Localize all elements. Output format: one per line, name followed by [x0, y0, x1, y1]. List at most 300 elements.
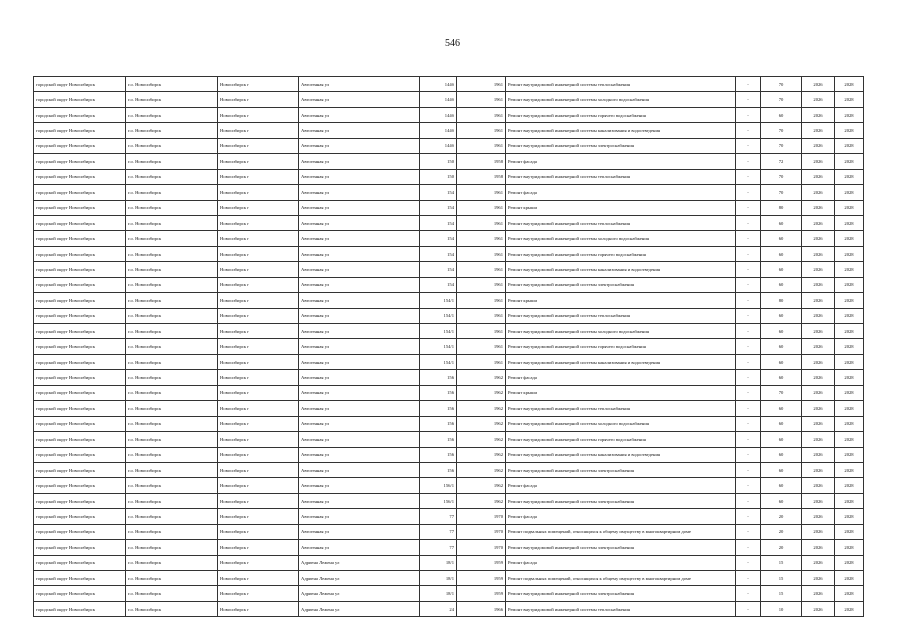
table-cell-district: г.о. Новосибирск: [126, 385, 218, 400]
table-cell-wear-percent: 60: [761, 416, 802, 431]
table-cell-house: 144б: [420, 107, 457, 122]
table-cell-year-built: 1962: [457, 370, 506, 385]
table-cell-district: г.о. Новосибирск: [126, 555, 218, 570]
table-cell-district: г.о. Новосибирск: [126, 123, 218, 138]
table-cell-locality: Новосибирск г: [218, 586, 299, 601]
table-cell-work-type: Ремонт внутридомовой инженерной системы электроснабжения: [506, 493, 736, 508]
table-cell-work-type: Ремонт внутридомовой инженерной системы теплоснабжения: [506, 215, 736, 230]
table-cell-house: 156: [420, 462, 457, 477]
table-cell-house: 156: [420, 447, 457, 462]
table-cell-street: Автогенная ул: [299, 215, 420, 230]
table-cell-plan-end: 2028: [835, 277, 864, 292]
table-cell-district: г.о. Новосибирск: [126, 416, 218, 431]
table-cell-locality: Новосибирск г: [218, 462, 299, 477]
table-row: [34, 462, 864, 477]
table-cell-locality: Новосибирск г: [218, 385, 299, 400]
table-row: [34, 262, 864, 277]
table-cell-house: 154: [420, 277, 457, 292]
table-cell-house: 77: [420, 540, 457, 555]
table-cell-cost: -: [736, 416, 761, 431]
table-cell-locality: Новосибирск г: [218, 293, 299, 308]
table-cell-street: Автогенная ул: [299, 138, 420, 153]
table-cell-cost: -: [736, 339, 761, 354]
table-cell-locality: Новосибирск г: [218, 601, 299, 616]
table-cell-year-built: 1961: [457, 231, 506, 246]
table-cell-plan-end: 2028: [835, 262, 864, 277]
table-cell-work-type: Ремонт подвальных помещений, относящихся к общему имуществу в многоквартирном доме: [506, 524, 736, 539]
table-cell-locality: Новосибирск г: [218, 354, 299, 369]
table-cell-municipality: городской округ Новосибирск: [34, 385, 126, 400]
table-row: [34, 555, 864, 570]
table-row: [34, 509, 864, 524]
table-cell-work-type: Ремонт внутридомовой инженерной системы теплоснабжения: [506, 169, 736, 184]
table-row: [34, 447, 864, 462]
table-cell-plan-start: 2026: [802, 601, 835, 616]
table-cell-house: 144б: [420, 138, 457, 153]
table-cell-street: Автогенная ул: [299, 92, 420, 107]
table-cell-street: Автогенная ул: [299, 447, 420, 462]
table-cell-street: Автогенная ул: [299, 77, 420, 92]
table-cell-wear-percent: 60: [761, 246, 802, 261]
table-cell-locality: Новосибирск г: [218, 324, 299, 339]
table-cell-year-built: 1970: [457, 524, 506, 539]
table-cell-cost: -: [736, 107, 761, 122]
table-cell-plan-start: 2026: [802, 324, 835, 339]
table-cell-locality: Новосибирск г: [218, 215, 299, 230]
table-row: [34, 308, 864, 323]
table-cell-house: 154: [420, 246, 457, 261]
table-row: [34, 231, 864, 246]
table-cell-plan-end: 2028: [835, 200, 864, 215]
table-cell-year-built: 1961: [457, 277, 506, 292]
table-cell-house: 156/1: [420, 478, 457, 493]
table-cell-cost: -: [736, 262, 761, 277]
table-cell-year-built: 1962: [457, 462, 506, 477]
table-cell-year-built: 1962: [457, 401, 506, 416]
table-cell-work-type: Ремонт фасада: [506, 154, 736, 169]
table-row: [34, 339, 864, 354]
table-cell-municipality: городской округ Новосибирск: [34, 493, 126, 508]
table-cell-plan-end: 2028: [835, 478, 864, 493]
table-cell-house: 150: [420, 154, 457, 169]
table-cell-year-built: 1966: [457, 601, 506, 616]
table-cell-locality: Новосибирск г: [218, 555, 299, 570]
table-row: [34, 77, 864, 92]
table-cell-wear-percent: 60: [761, 462, 802, 477]
table-cell-work-type: Ремонт крыши: [506, 385, 736, 400]
table-cell-wear-percent: 70: [761, 185, 802, 200]
table-cell-locality: Новосибирск г: [218, 571, 299, 586]
table-cell-wear-percent: 60: [761, 231, 802, 246]
table-cell-year-built: 1961: [457, 324, 506, 339]
table-cell-district: г.о. Новосибирск: [126, 493, 218, 508]
table-cell-house: 156: [420, 432, 457, 447]
table-cell-work-type: Ремонт крыши: [506, 293, 736, 308]
table-cell-house: 154: [420, 262, 457, 277]
table-cell-district: г.о. Новосибирск: [126, 262, 218, 277]
table-cell-house: 77: [420, 524, 457, 539]
table-cell-plan-end: 2028: [835, 77, 864, 92]
table-cell-house: 154/1: [420, 339, 457, 354]
table-cell-municipality: городской округ Новосибирск: [34, 107, 126, 122]
table-cell-wear-percent: 70: [761, 169, 802, 184]
table-row: [34, 215, 864, 230]
table-cell-wear-percent: 72: [761, 154, 802, 169]
table-cell-work-type: Ремонт внутридомовой инженерной системы канализования и водоотведения: [506, 447, 736, 462]
table-cell-plan-start: 2026: [802, 493, 835, 508]
table-cell-locality: Новосибирск г: [218, 509, 299, 524]
table-cell-cost: -: [736, 524, 761, 539]
table-cell-district: г.о. Новосибирск: [126, 401, 218, 416]
table-cell-locality: Новосибирск г: [218, 370, 299, 385]
table-cell-district: г.о. Новосибирск: [126, 246, 218, 261]
table-cell-municipality: городской округ Новосибирск: [34, 339, 126, 354]
table-cell-district: г.о. Новосибирск: [126, 231, 218, 246]
table-cell-wear-percent: 20: [761, 509, 802, 524]
table-cell-municipality: городской округ Новосибирск: [34, 586, 126, 601]
table-row: [34, 354, 864, 369]
table-cell-municipality: городской округ Новосибирск: [34, 262, 126, 277]
table-cell-street: Автогенная ул: [299, 478, 420, 493]
table-cell-wear-percent: 60: [761, 324, 802, 339]
table-cell-wear-percent: 70: [761, 385, 802, 400]
table-cell-cost: -: [736, 571, 761, 586]
table-cell-locality: Новосибирск г: [218, 200, 299, 215]
table-cell-municipality: городской округ Новосибирск: [34, 231, 126, 246]
table-cell-plan-start: 2026: [802, 154, 835, 169]
table-cell-work-type: Ремонт внутридомовой инженерной системы теплоснабжения: [506, 601, 736, 616]
table-cell-plan-end: 2028: [835, 293, 864, 308]
table-cell-work-type: Ремонт внутридомовой инженерной системы электроснабжения: [506, 277, 736, 292]
table-cell-work-type: Ремонт крыши: [506, 200, 736, 215]
table-cell-cost: -: [736, 308, 761, 323]
table-cell-plan-end: 2028: [835, 339, 864, 354]
table-cell-district: г.о. Новосибирск: [126, 524, 218, 539]
table-cell-municipality: городской округ Новосибирск: [34, 540, 126, 555]
table-cell-plan-end: 2028: [835, 231, 864, 246]
table-cell-district: г.о. Новосибирск: [126, 370, 218, 385]
table-cell-plan-start: 2026: [802, 215, 835, 230]
table-cell-year-built: 1959: [457, 555, 506, 570]
table-cell-plan-end: 2028: [835, 509, 864, 524]
table-cell-locality: Новосибирск г: [218, 123, 299, 138]
page-number: 546: [445, 38, 460, 49]
table-cell-wear-percent: 10: [761, 601, 802, 616]
table-cell-wear-percent: 60: [761, 277, 802, 292]
table-cell-municipality: городской округ Новосибирск: [34, 169, 126, 184]
table-row: [34, 277, 864, 292]
table-cell-locality: Новосибирск г: [218, 185, 299, 200]
table-cell-municipality: городской округ Новосибирск: [34, 555, 126, 570]
table-cell-locality: Новосибирск г: [218, 493, 299, 508]
table-cell-plan-end: 2028: [835, 586, 864, 601]
table-cell-locality: Новосибирск г: [218, 277, 299, 292]
table-cell-cost: -: [736, 478, 761, 493]
data-table: [33, 76, 864, 617]
table-cell-street: Автогенная ул: [299, 123, 420, 138]
table-cell-house: 150: [420, 169, 457, 184]
table-cell-year-built: 1961: [457, 77, 506, 92]
table-cell-plan-end: 2028: [835, 601, 864, 616]
table-cell-plan-end: 2028: [835, 169, 864, 184]
table-cell-locality: Новосибирск г: [218, 92, 299, 107]
table-cell-house: 156: [420, 416, 457, 431]
table-cell-wear-percent: 20: [761, 524, 802, 539]
table-row: [34, 246, 864, 261]
table-cell-street: Автогенная ул: [299, 200, 420, 215]
table-cell-house: 156: [420, 385, 457, 400]
table-cell-house: 154: [420, 215, 457, 230]
table-cell-year-built: 1961: [457, 215, 506, 230]
table-cell-year-built: 1961: [457, 200, 506, 215]
table-cell-district: г.о. Новосибирск: [126, 277, 218, 292]
table-cell-wear-percent: 70: [761, 138, 802, 153]
table-cell-year-built: 1959: [457, 571, 506, 586]
table-row: [34, 571, 864, 586]
table-cell-work-type: Ремонт внутридомовой инженерной системы горячего водоснабжения: [506, 339, 736, 354]
table-cell-district: г.о. Новосибирск: [126, 509, 218, 524]
table-row: [34, 370, 864, 385]
table-cell-locality: Новосибирск г: [218, 524, 299, 539]
table-cell-work-type: Ремонт внутридомовой инженерной системы теплоснабжения: [506, 77, 736, 92]
table-cell-wear-percent: 15: [761, 555, 802, 570]
table-row: [34, 138, 864, 153]
table-cell-street: Автогенная ул: [299, 308, 420, 323]
table-cell-cost: -: [736, 169, 761, 184]
table-cell-street: Автогенная ул: [299, 493, 420, 508]
table-cell-street: Автогенная ул: [299, 324, 420, 339]
table-cell-district: г.о. Новосибирск: [126, 138, 218, 153]
table-cell-street: Автогенная ул: [299, 154, 420, 169]
table-cell-wear-percent: 60: [761, 354, 802, 369]
table-cell-plan-start: 2026: [802, 262, 835, 277]
table-cell-year-built: 1961: [457, 354, 506, 369]
table-cell-street: Автогенная ул: [299, 246, 420, 261]
table-row: [34, 92, 864, 107]
table-cell-district: г.о. Новосибирск: [126, 200, 218, 215]
table-cell-cost: -: [736, 185, 761, 200]
table-cell-plan-end: 2028: [835, 107, 864, 122]
table-row: [34, 107, 864, 122]
table-cell-street: Адриена Лежена ул: [299, 555, 420, 570]
table-cell-locality: Новосибирск г: [218, 246, 299, 261]
table-row: [34, 200, 864, 215]
table-cell-district: г.о. Новосибирск: [126, 154, 218, 169]
table-cell-plan-start: 2026: [802, 571, 835, 586]
table-cell-plan-start: 2026: [802, 308, 835, 323]
table-cell-wear-percent: 80: [761, 293, 802, 308]
table-cell-street: Автогенная ул: [299, 432, 420, 447]
table-cell-street: Автогенная ул: [299, 293, 420, 308]
table-cell-locality: Новосибирск г: [218, 447, 299, 462]
table-cell-street: Автогенная ул: [299, 385, 420, 400]
table-cell-district: г.о. Новосибирск: [126, 601, 218, 616]
table-cell-wear-percent: 15: [761, 571, 802, 586]
table-row: [34, 540, 864, 555]
table-row: [34, 601, 864, 616]
table-body: [34, 77, 864, 617]
table-cell-municipality: городской округ Новосибирск: [34, 401, 126, 416]
table-cell-district: г.о. Новосибирск: [126, 571, 218, 586]
table-cell-house: 18/1: [420, 571, 457, 586]
table-cell-plan-start: 2026: [802, 540, 835, 555]
table-cell-street: Автогенная ул: [299, 509, 420, 524]
table-row: [34, 524, 864, 539]
table-cell-plan-end: 2028: [835, 354, 864, 369]
table-cell-cost: -: [736, 432, 761, 447]
table-cell-year-built: 1961: [457, 107, 506, 122]
table-cell-cost: -: [736, 540, 761, 555]
table-row: [34, 169, 864, 184]
table-cell-plan-end: 2028: [835, 555, 864, 570]
table-cell-plan-start: 2026: [802, 92, 835, 107]
table-cell-cost: -: [736, 493, 761, 508]
table-cell-work-type: Ремонт фасада: [506, 509, 736, 524]
table-cell-cost: -: [736, 354, 761, 369]
table-cell-house: 18/1: [420, 586, 457, 601]
table-cell-plan-end: 2028: [835, 154, 864, 169]
table-cell-wear-percent: 80: [761, 200, 802, 215]
table-cell-year-built: 1962: [457, 432, 506, 447]
table-cell-district: г.о. Новосибирск: [126, 92, 218, 107]
table-cell-street: Автогенная ул: [299, 370, 420, 385]
table-cell-cost: -: [736, 462, 761, 477]
table-cell-municipality: городской округ Новосибирск: [34, 432, 126, 447]
table-cell-municipality: городской округ Новосибирск: [34, 185, 126, 200]
table-cell-plan-end: 2028: [835, 324, 864, 339]
table-cell-street: Автогенная ул: [299, 185, 420, 200]
table-cell-cost: -: [736, 77, 761, 92]
table-cell-municipality: городской округ Новосибирск: [34, 200, 126, 215]
table-cell-district: г.о. Новосибирск: [126, 432, 218, 447]
table-cell-work-type: Ремонт фасада: [506, 478, 736, 493]
table-cell-cost: -: [736, 215, 761, 230]
table-cell-municipality: городской округ Новосибирск: [34, 215, 126, 230]
table-cell-house: 144б: [420, 77, 457, 92]
table-cell-work-type: Ремонт внутридомовой инженерной системы холодного водоснабжения: [506, 416, 736, 431]
table-cell-year-built: 1961: [457, 246, 506, 261]
table-cell-wear-percent: 15: [761, 586, 802, 601]
table-cell-plan-start: 2026: [802, 447, 835, 462]
table-cell-year-built: 1961: [457, 262, 506, 277]
table-cell-municipality: городской округ Новосибирск: [34, 293, 126, 308]
table-cell-plan-start: 2026: [802, 138, 835, 153]
table-cell-plan-end: 2028: [835, 185, 864, 200]
table-row: [34, 123, 864, 138]
table-cell-plan-start: 2026: [802, 416, 835, 431]
table-cell-wear-percent: 60: [761, 308, 802, 323]
table-cell-municipality: городской округ Новосибирск: [34, 370, 126, 385]
table-cell-locality: Новосибирск г: [218, 107, 299, 122]
table-cell-wear-percent: 60: [761, 447, 802, 462]
table-cell-work-type: Ремонт внутридомовой инженерной системы канализования и водоотведения: [506, 262, 736, 277]
table-cell-municipality: городской округ Новосибирск: [34, 154, 126, 169]
table-cell-wear-percent: 20: [761, 540, 802, 555]
table-cell-municipality: городской округ Новосибирск: [34, 601, 126, 616]
table-cell-cost: -: [736, 293, 761, 308]
table-cell-work-type: Ремонт внутридомовой инженерной системы холодного водоснабжения: [506, 324, 736, 339]
table-cell-plan-start: 2026: [802, 354, 835, 369]
table-cell-plan-start: 2026: [802, 524, 835, 539]
table-cell-plan-start: 2026: [802, 185, 835, 200]
table-cell-street: Автогенная ул: [299, 462, 420, 477]
table-cell-locality: Новосибирск г: [218, 432, 299, 447]
table-cell-wear-percent: 60: [761, 107, 802, 122]
table-cell-year-built: 1961: [457, 293, 506, 308]
table-cell-municipality: городской округ Новосибирск: [34, 571, 126, 586]
table-cell-street: Адриена Лежена ул: [299, 571, 420, 586]
table-cell-work-type: Ремонт подвальных помещений, относящихся к общему имуществу в многоквартирном доме: [506, 571, 736, 586]
table-row: [34, 432, 864, 447]
table-row: [34, 478, 864, 493]
table-cell-street: Автогенная ул: [299, 277, 420, 292]
table-cell-plan-end: 2028: [835, 571, 864, 586]
table-cell-year-built: 1970: [457, 509, 506, 524]
table-cell-district: г.о. Новосибирск: [126, 169, 218, 184]
table-cell-work-type: Ремонт внутридомовой инженерной системы горячего водоснабжения: [506, 432, 736, 447]
table-cell-district: г.о. Новосибирск: [126, 107, 218, 122]
table-cell-house: 154/1: [420, 293, 457, 308]
table-cell-work-type: Ремонт внутридомовой инженерной системы электроснабжения: [506, 540, 736, 555]
table-cell-house: 154/1: [420, 354, 457, 369]
table-cell-work-type: Ремонт внутридомовой инженерной системы электроснабжения: [506, 586, 736, 601]
table-cell-cost: -: [736, 586, 761, 601]
table-cell-locality: Новосибирск г: [218, 154, 299, 169]
table-cell-work-type: Ремонт внутридомовой инженерной системы горячего водоснабжения: [506, 107, 736, 122]
table-cell-plan-start: 2026: [802, 246, 835, 261]
table-cell-locality: Новосибирск г: [218, 231, 299, 246]
table-cell-work-type: Ремонт внутридомовой инженерной системы горячего водоснабжения: [506, 246, 736, 261]
table-cell-municipality: городской округ Новосибирск: [34, 524, 126, 539]
table-cell-plan-start: 2026: [802, 277, 835, 292]
table-cell-plan-start: 2026: [802, 462, 835, 477]
table-cell-house: 154: [420, 200, 457, 215]
table-cell-wear-percent: 60: [761, 339, 802, 354]
table-cell-locality: Новосибирск г: [218, 478, 299, 493]
table-cell-municipality: городской округ Новосибирск: [34, 123, 126, 138]
table-cell-plan-start: 2026: [802, 123, 835, 138]
table-cell-plan-start: 2026: [802, 478, 835, 493]
table-cell-district: г.о. Новосибирск: [126, 324, 218, 339]
table-cell-cost: -: [736, 509, 761, 524]
table-cell-municipality: городской округ Новосибирск: [34, 77, 126, 92]
table-cell-wear-percent: 60: [761, 432, 802, 447]
table-cell-year-built: 1961: [457, 138, 506, 153]
table-cell-cost: -: [736, 277, 761, 292]
table-cell-work-type: Ремонт фасада: [506, 555, 736, 570]
table-cell-district: г.о. Новосибирск: [126, 185, 218, 200]
table-cell-plan-start: 2026: [802, 200, 835, 215]
table-row: [34, 385, 864, 400]
table-cell-district: г.о. Новосибирск: [126, 215, 218, 230]
table-cell-year-built: 1959: [457, 586, 506, 601]
table-cell-municipality: городской округ Новосибирск: [34, 416, 126, 431]
table-cell-year-built: 1962: [457, 385, 506, 400]
table-cell-municipality: городской округ Новосибирск: [34, 509, 126, 524]
table-cell-work-type: Ремонт внутридомовой инженерной системы холодного водоснабжения: [506, 92, 736, 107]
table-cell-district: г.о. Новосибирск: [126, 77, 218, 92]
table-cell-plan-end: 2028: [835, 215, 864, 230]
table-cell-work-type: Ремонт внутридомовой инженерной системы теплоснабжения: [506, 401, 736, 416]
table-cell-cost: -: [736, 401, 761, 416]
table-cell-plan-end: 2028: [835, 308, 864, 323]
table-cell-cost: -: [736, 385, 761, 400]
table-row: [34, 154, 864, 169]
table-cell-plan-end: 2028: [835, 462, 864, 477]
table-row: [34, 416, 864, 431]
table-row: [34, 293, 864, 308]
table-cell-municipality: городской округ Новосибирск: [34, 277, 126, 292]
